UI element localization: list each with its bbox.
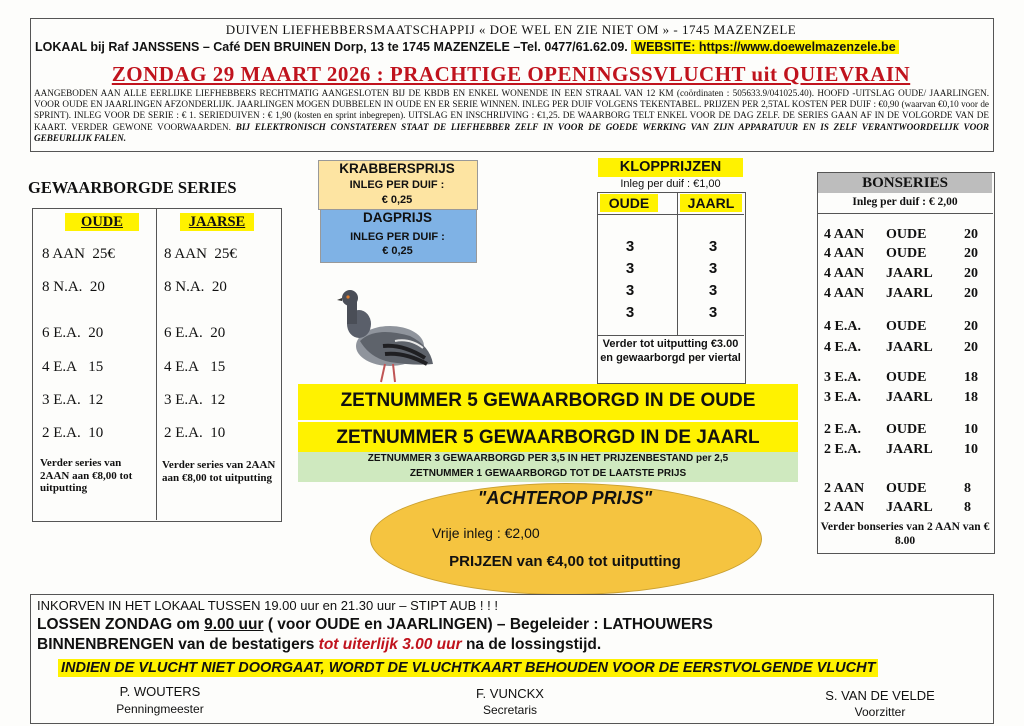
pigeon-icon	[335, 286, 435, 386]
table-row: 4 AAN JAARL 20	[824, 266, 978, 281]
zetnummer-3: ZETNUMMER 3 GEWAARBORGD PER 3,5 IN HET PRIJZENBESTAND per 2,5	[367, 453, 729, 464]
table-row: 4 AAN OUDE 20	[824, 227, 978, 242]
dagprijs-inleg-value: € 0,25	[382, 245, 413, 257]
table-row: 3 E.A. JAARL 18	[824, 390, 978, 405]
bonseries-note: Verder bonseries van 2 AAN van € 8.00	[820, 521, 990, 547]
table-row: 4 E.A. JAARL 20	[824, 340, 978, 355]
table-row: 8 AAN 25€	[42, 246, 115, 262]
table-row: 8 N.A. 20	[164, 279, 227, 295]
table-divider	[817, 213, 993, 214]
conditions-text	[34, 88, 989, 144]
table-row: 4 E.A 15	[164, 359, 226, 375]
bonseries-inleg: Inleg per duif : € 2,00	[852, 196, 958, 208]
achterop-prijzen: PRIJZEN van €4,00 tot uitputting	[449, 553, 681, 570]
binnenbrengen-text: BINNENBRENGEN van de bestatigers tot uiterlijk 3.00 uur na de lossingstijd.	[37, 636, 602, 653]
conditions-body: AANGEBODEN AAN ALLE EERLIJKE LIEFHEBBERS RECHTMATIG AANGESLOTEN BIJ DE KBDB EN ENKEL WONENDE IN EEN STRAAL VAN 12 KM (coördinaten : 505633.9/041025.40). HOOFD -UITSLAG OUDE/ JAARLINGEN. VOOR OUDE EN JAARLINGEN AFZONDERLIJK. JAARLINGEN MOGEN DUBBELEN IN OUDE EN ER SERIE WINNEN. INLEG PER DUIF VOLGENS TEKENTABEL. PRIJZEN PER 2,5TAL KOSTEN PER DUIF : €0,90 (waarvan €0,10 voor de SPRINT). INLEG VOOR DE SERIE : € 1. SERIEDUIVEN : € 1,90 (kosten en sprint inbegrepen). UITSLAG EN INSCHRIJVING : €1,25. DE WAARBORG TELT ENKEL VOOR DE DAG ZELF. DE SERIES GAAN AF IN DE VOLGORDE VAN DE KAART. VERDER GEWONE VOORWAARDEN.	[34, 88, 989, 132]
table-row: 6 E.A. 20	[42, 325, 104, 341]
zetnummer-jaarl: ZETNUMMER 5 GEWAARBORGD IN DE JAARL	[298, 422, 798, 452]
klop-value: 3	[625, 304, 635, 321]
conditions-electronic: BIJ ELEKTRONISCH CONSTATEREN STAAT DE LIEFHEBBER ZELF IN VOOR DE GOEDE WERKING VAN ZIJN APPARATUUR EN IS ZELF VERANTWOORDELIJK VOOR GEBEURLIJK FALEN.	[34, 121, 990, 143]
guaranteed-series-title: GEWAARBORGDE SERIES	[28, 178, 237, 197]
table-row: 2 E.A. JAARL 10	[824, 442, 978, 457]
dagprijs-title: DAGPRIJS	[362, 210, 433, 225]
col-header-jaarl: JAARL	[680, 194, 742, 212]
klop-value: 3	[625, 282, 635, 299]
klop-value: 3	[625, 238, 635, 255]
website-link[interactable]: WEBSITE: https://www.doewelmazenzele.be	[631, 40, 898, 54]
col-header-jaarse: JAARSE	[180, 213, 254, 231]
table-row: 2 AAN OUDE 8	[824, 481, 971, 496]
cancellation-notice: INDIEN DE VLUCHT NIET DOORGAAT, WORDT DE VLUCHTKAART BEHOUDEN VOOR DE EERSTVOLGENDE VLUCHT	[58, 659, 878, 677]
table-divider	[156, 208, 157, 520]
achterop-title: "ACHTEROP PRIJS"	[477, 488, 653, 508]
zetnummer-oude: ZETNUMMER 5 GEWAARBORGD IN DE OUDE	[298, 384, 798, 420]
table-row: 2 E.A. 10	[164, 425, 226, 441]
signature-name: P. WOUTERS	[119, 684, 201, 699]
table-divider	[597, 335, 744, 336]
col-header-oude: OUDE	[600, 194, 658, 212]
signature-name: F. VUNCKX	[476, 686, 544, 701]
table-row: 4 AAN JAARL 20	[824, 286, 978, 301]
bonseries-title: BONSERIES	[818, 173, 992, 193]
col-header-oude: OUDE	[65, 213, 139, 231]
table-row: 4 AAN OUDE 20	[824, 246, 978, 261]
series-note-jaarse: Verder series van 2AAN aan €8,00 tot uitputting	[162, 459, 276, 484]
signature-name: S. VAN DE VELDE	[825, 688, 935, 703]
table-row: 8 N.A. 20	[42, 279, 105, 295]
table-row: 2 E.A. OUDE 10	[824, 422, 978, 437]
table-row: 8 AAN 25€	[164, 246, 237, 262]
table-row: 2 AAN JAARL 8	[824, 500, 971, 515]
dagprijs-inleg-label: INLEG PER DUIF :	[350, 231, 445, 243]
club-name: DUIVEN LIEFHEBBERSMAATSCHAPPIJ « DOE WEL EN ZIE NIET OM » - 1745 MAZENZELE	[225, 22, 797, 37]
klopprijzen-title: KLOPPRIJZEN	[598, 158, 743, 177]
klopprijzen-note: Verder tot uitputting €3.00 en gewaarborgd per viertal	[600, 338, 741, 364]
table-row: 3 E.A. 12	[164, 392, 226, 408]
table-row: 6 E.A. 20	[164, 325, 226, 341]
klopprijzen-inleg: Inleg per duif : €1,00	[620, 178, 721, 190]
signature-role: Voorzitter	[854, 705, 906, 719]
zetnummer-1: ZETNUMMER 1 GEWAARBORGD TOT DE LAATSTE PRIJS	[409, 468, 687, 479]
table-row: 4 E.A 15	[42, 359, 104, 375]
klop-value: 3	[708, 260, 718, 277]
table-row: 3 E.A. OUDE 18	[824, 370, 978, 385]
krabbersprijs-inleg-value: € 0,25	[381, 194, 413, 206]
club-address	[35, 40, 899, 54]
lossen-text: LOSSEN ZONDAG om 9.00 uur ( voor OUDE en JAARLINGEN) – Begeleider : LATHOUWERS	[37, 616, 713, 633]
klop-value: 3	[708, 282, 718, 299]
krabbersprijs-inleg-label: INLEG PER DUIF :	[349, 179, 445, 191]
klop-value: 3	[625, 260, 635, 277]
achterop-inleg: Vrije inleg : €2,00	[432, 525, 540, 541]
klop-value: 3	[708, 238, 718, 255]
signature-role: Penningmeester	[116, 702, 204, 716]
table-divider	[597, 214, 744, 215]
table-row: 4 E.A. OUDE 20	[824, 319, 978, 334]
series-note-oude: Verder series van 2AAN aan €8,00 tot uitputting	[40, 457, 133, 494]
signature-role: Secretaris	[482, 703, 538, 717]
address-text: LOKAAL bij Raf JANSSENS – Café DEN BRUINEN Dorp, 13 te 1745 MAZENZELE –Tel. 0477/61.62.09.	[35, 40, 628, 54]
table-row: 3 E.A. 12	[42, 392, 104, 408]
flight-title: ZONDAG 29 MAART 2026 : PRACHTIGE OPENINGSSVLUCHT uit QUIEVRAIN	[111, 62, 911, 86]
inkorven-text: INKORVEN IN HET LOKAAL TUSSEN 19.00 uur en 21.30 uur – STIPT AUB ! ! !	[37, 598, 498, 613]
klop-value: 3	[708, 304, 718, 321]
krabbersprijs-title: KRABBERSPRIJS	[339, 161, 455, 176]
table-row: 2 E.A. 10	[42, 425, 104, 441]
